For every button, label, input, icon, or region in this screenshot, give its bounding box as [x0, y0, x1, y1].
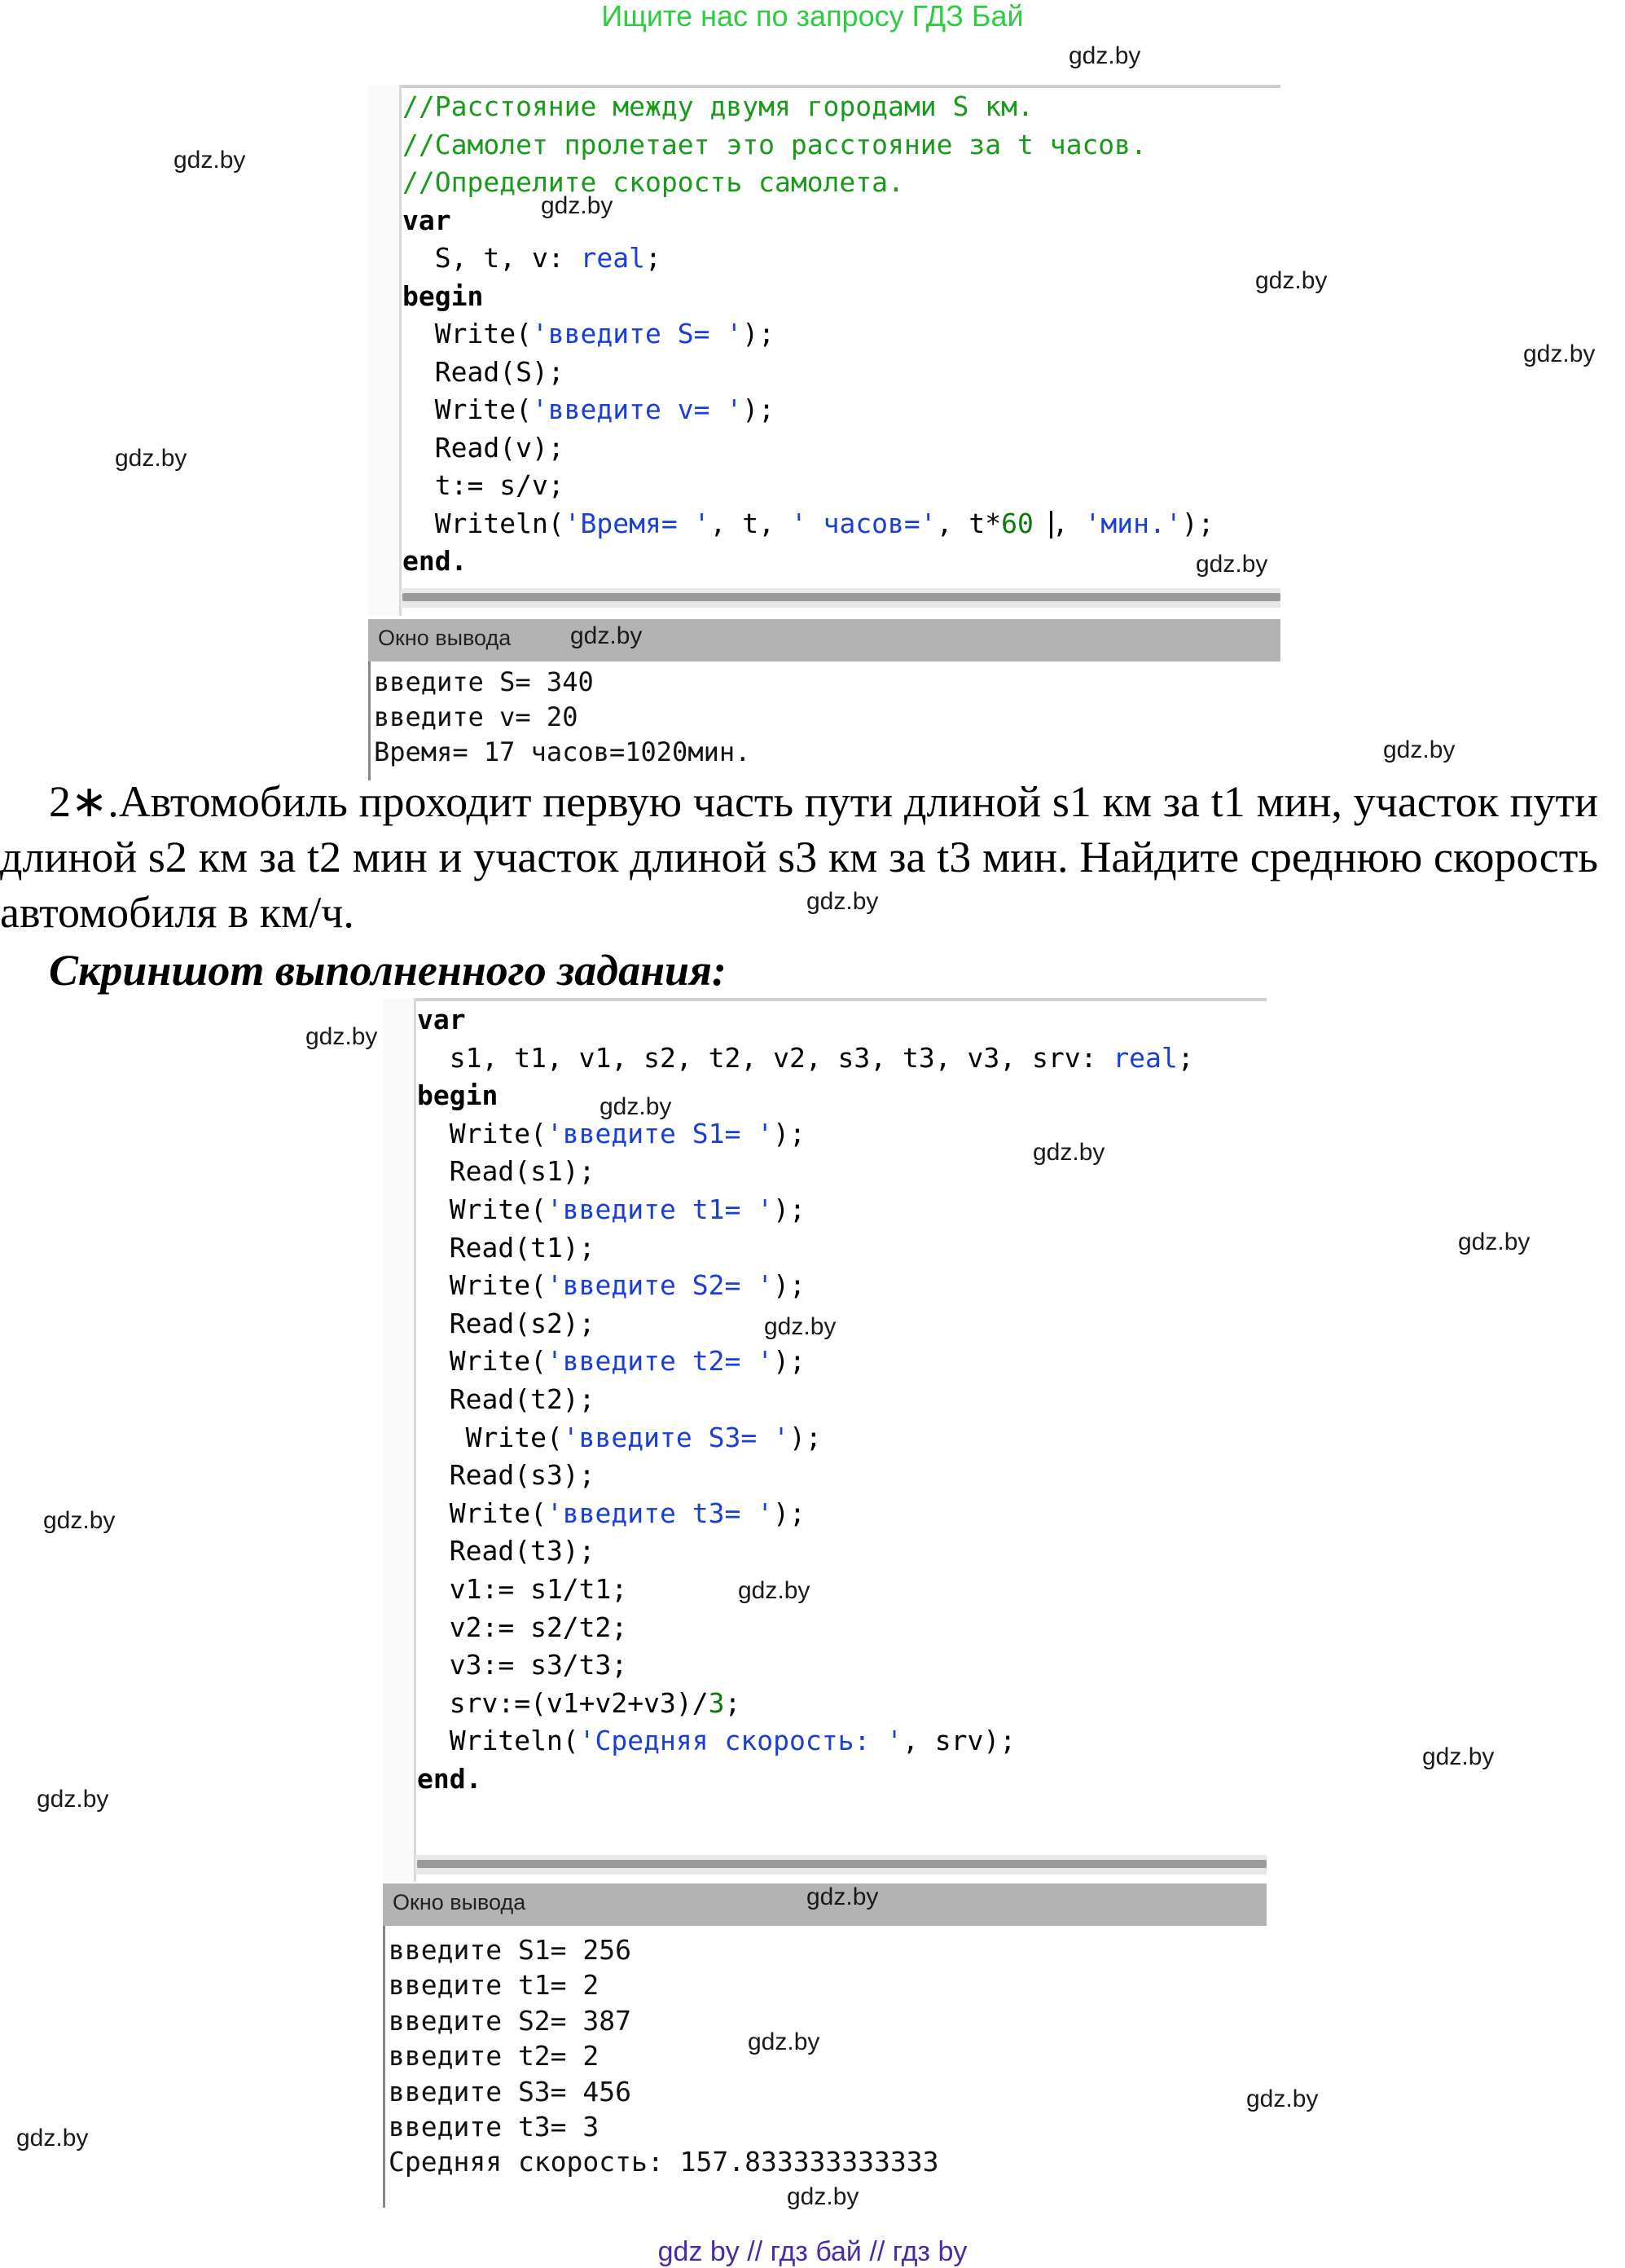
code-token: 'введите S2= ' [546, 1269, 774, 1302]
output-line: введите S2= 387 [389, 2004, 632, 2037]
editor-gutter [383, 998, 416, 1882]
code-token [1034, 508, 1050, 539]
code-listing-2[interactable] [417, 1001, 1194, 1798]
code-token: 3 [708, 1686, 725, 1719]
code-token: 'Время= ' [564, 507, 710, 539]
code-token: end. [417, 1762, 482, 1795]
code-token: v1:= s1/t1; [417, 1572, 628, 1605]
code-token: 'введите S= ' [531, 318, 743, 349]
code-token: ); [788, 1421, 822, 1453]
output-window-title: Окно вывода [393, 1890, 526, 1914]
code-token: v3:= s3/t3; [417, 1649, 628, 1681]
output-line: Время= 17 часов=1020мин. [374, 736, 751, 767]
watermark: gdz.by [806, 888, 879, 915]
watermark: gdz.by [570, 622, 643, 649]
code-line [402, 278, 1214, 316]
code-line [417, 1229, 1194, 1268]
watermark: gdz.by [1383, 736, 1456, 763]
code-token: begin [417, 1079, 498, 1112]
watermark: gdz.by [764, 1313, 837, 1340]
code-token: , t* [936, 507, 1002, 539]
watermark: gdz.by [115, 445, 187, 472]
code-line [417, 1760, 1194, 1799]
code-line [402, 391, 1214, 429]
horizontal-scrollbar-thumb[interactable] [402, 593, 1280, 601]
watermark: gdz.by [1196, 551, 1268, 578]
code-token: var [417, 1004, 466, 1035]
code-line [417, 1685, 1194, 1723]
output-window-1 [368, 662, 1280, 780]
code-token: 'введите t1= ' [546, 1193, 774, 1225]
code-line [417, 1609, 1194, 1647]
code-token: Read(t2); [417, 1382, 595, 1415]
code-line [417, 1532, 1194, 1571]
watermark: gdz.by [305, 1023, 378, 1050]
code-line [402, 467, 1214, 505]
code-token: var [402, 204, 451, 236]
code-token: ); [1181, 507, 1214, 539]
watermark: gdz.by [599, 1093, 672, 1120]
code-token: ); [773, 1497, 806, 1529]
watermark: gdz.by [1069, 42, 1141, 69]
output-line: введите S1= 256 [389, 1934, 632, 1966]
code-token: Read(s1); [417, 1155, 595, 1188]
output-window-header-1 [368, 619, 1280, 662]
code-token: 'введите v= ' [531, 393, 743, 425]
code-token: ; [1177, 1041, 1194, 1074]
code-token: ; [724, 1686, 741, 1719]
code-line [417, 1722, 1194, 1760]
code-token: Write( [417, 1421, 563, 1453]
code-line [417, 1381, 1194, 1419]
code-token: ); [773, 1117, 806, 1149]
watermark: gdz.by [173, 147, 246, 174]
code-token: ); [773, 1269, 806, 1302]
code-token: Write( [417, 1497, 547, 1529]
watermark: gdz.by [1458, 1228, 1531, 1255]
code-token: ); [742, 318, 775, 349]
code-token: Read(S); [402, 355, 564, 388]
output-text-1 [374, 665, 750, 770]
code-token: Read(t1); [417, 1231, 595, 1264]
code-token: //Самолет пролетает это расстояние за t часов. [402, 128, 1147, 160]
code-token: 'введите S3= ' [562, 1421, 789, 1453]
code-line [402, 354, 1214, 392]
code-token: 60 [1001, 507, 1034, 539]
screenshot-label: Скриншот выполненного задания: [49, 946, 727, 995]
watermark: gdz.by [43, 1507, 116, 1534]
code-line [402, 315, 1214, 354]
code-line [402, 240, 1214, 278]
output-window-title: Окно вывода [378, 626, 512, 650]
watermark: gdz.by [1255, 267, 1328, 294]
code-token: Read(s2); [417, 1307, 595, 1339]
code-token: ); [742, 393, 775, 425]
code-editor-1 [368, 85, 1280, 616]
output-text-2 [389, 1932, 939, 2180]
code-line [417, 1001, 1194, 1040]
watermark: gdz.by [806, 1883, 879, 1910]
code-token: ' часов=' [790, 507, 937, 539]
code-token: Read(t3); [417, 1535, 595, 1567]
code-token: Write( [417, 1117, 547, 1149]
code-token: Read(v); [402, 431, 564, 464]
code-line [417, 1457, 1194, 1495]
code-token: srv:=(v1+v2+v3)/ [417, 1686, 709, 1719]
output-line: введите v= 20 [374, 701, 578, 732]
code-token: //Определите скорость самолета. [402, 166, 904, 198]
watermark: gdz.by [748, 2028, 820, 2055]
horizontal-scrollbar-thumb[interactable] [417, 1860, 1267, 1868]
code-token: Writeln( [417, 1725, 579, 1757]
watermark: gdz.by [541, 192, 613, 219]
code-token: 'введите t3= ' [546, 1497, 774, 1529]
output-window-2 [383, 1926, 1267, 2208]
output-line: Средняя скорость: 157.833333333333 [389, 2146, 939, 2178]
code-token: Write( [417, 1345, 547, 1378]
code-token: , srv); [903, 1725, 1017, 1757]
code-token: 'Средняя скорость: ' [578, 1725, 903, 1757]
code-token: begin [402, 279, 484, 312]
code-token: Write( [402, 393, 532, 425]
code-line [402, 88, 1214, 126]
watermark: gdz.by [1246, 2086, 1319, 2112]
code-line [402, 505, 1214, 543]
code-line [417, 1646, 1194, 1685]
output-line: введите S= 340 [374, 666, 594, 697]
top-banner[interactable]: Ищите нас по запросу ГДЗ Бай [601, 0, 1024, 33]
watermark: gdz.by [738, 1577, 810, 1604]
code-token: 'мин.' [1084, 507, 1182, 539]
task-text [0, 774, 1598, 940]
code-token: 'введите S1= ' [546, 1117, 774, 1149]
code-token: t:= s/v; [402, 469, 564, 501]
code-token: Read(s3); [417, 1459, 595, 1492]
editor-gutter [368, 85, 402, 616]
code-line [417, 1419, 1194, 1457]
code-line [402, 202, 1214, 240]
code-token: Write( [402, 318, 532, 349]
code-line [402, 126, 1214, 165]
code-token: ; [645, 242, 661, 274]
output-line: введите S3= 456 [389, 2075, 632, 2108]
output-line: введите t2= 2 [389, 2040, 599, 2072]
code-line [417, 1267, 1194, 1305]
watermark: gdz.by [1422, 1743, 1495, 1770]
code-editor-2 [383, 998, 1267, 1882]
code-token: 'введите t2= ' [546, 1345, 774, 1378]
code-token: , [1052, 507, 1085, 539]
task-statement: 2∗.Автомобиль проходит первую часть пути длиной s1 км за t1 мин, участок пути длиной s2 км за t2 мин и участок длиной s3 км за t3 мин. Найдите среднюю скорость автомобиля в км/ч. [0, 777, 1598, 937]
bottom-links[interactable]: gdz by // гдз бай // гдз by [657, 2236, 968, 2267]
code-token: Writeln( [402, 507, 564, 539]
code-line [417, 1191, 1194, 1229]
code-token: real [580, 242, 646, 274]
output-line: введите t1= 2 [389, 1969, 599, 2002]
code-line [417, 1343, 1194, 1381]
code-token: end. [402, 545, 468, 577]
code-line [402, 164, 1214, 202]
code-line [402, 429, 1214, 468]
code-token: ); [773, 1193, 806, 1225]
code-token: S, t, v: [402, 242, 581, 274]
code-token: Write( [417, 1269, 547, 1302]
watermark: gdz.by [1033, 1139, 1105, 1166]
watermark: gdz.by [16, 2125, 89, 2152]
code-token: ); [773, 1345, 806, 1378]
code-line [417, 1495, 1194, 1533]
code-token: real [1113, 1041, 1178, 1074]
code-token: v2:= s2/t2; [417, 1611, 628, 1643]
code-line [417, 1077, 1194, 1115]
code-line [402, 543, 1214, 581]
code-token: s1, t1, v1, s2, t2, v2, s3, t3, v3, srv: [417, 1041, 1113, 1074]
code-token: , t, [709, 507, 791, 539]
watermark: gdz.by [787, 2183, 859, 2210]
output-line: введите t3= 3 [389, 2111, 599, 2143]
code-listing-1[interactable] [402, 88, 1214, 581]
code-line [417, 1040, 1194, 1078]
code-token: Write( [417, 1193, 547, 1225]
watermark: gdz.by [37, 1786, 109, 1813]
watermark: gdz.by [1523, 341, 1596, 367]
code-token: //Расстояние между двумя городами S км. [402, 90, 1034, 122]
